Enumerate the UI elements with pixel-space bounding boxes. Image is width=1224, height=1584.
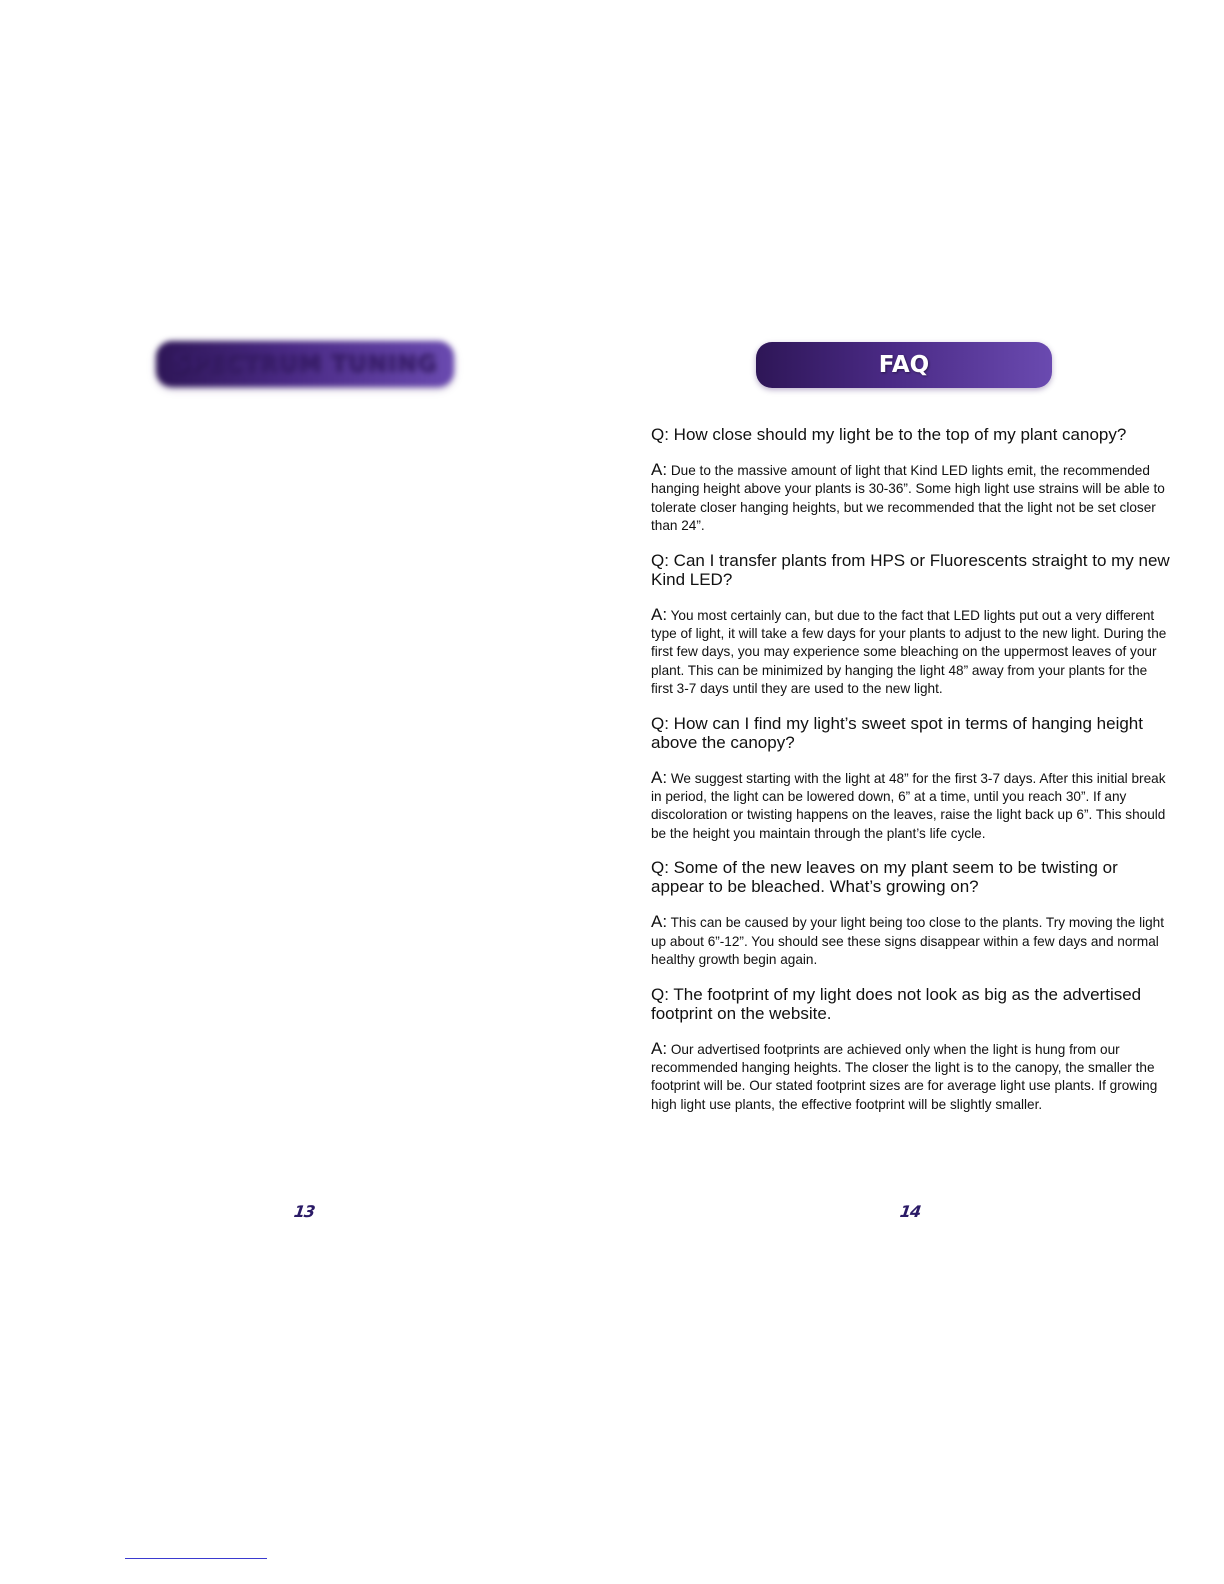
faq-answer-text: Our advertised footprints are achieved only when the light is hung from our recommended hanging heights. The closer the light is to the canopy, the smaller the footprint will be. Our stated footprint sizes are for average light use plants. If growing high light use plants, the effective footprint will be slightly smaller. — [651, 1041, 1158, 1112]
faq-list — [651, 425, 1171, 1129]
faq-item — [651, 858, 1171, 969]
faq-answer — [651, 606, 1171, 699]
faq-question: Q: Can I transfer plants from HPS or Fluorescents straight to my new Kind LED? — [651, 550, 1170, 589]
faq-answer — [651, 913, 1171, 969]
faq-answer — [651, 1040, 1171, 1115]
faq-answer-text: Due to the massive amount of light that Kind LED lights emit, the recommended hanging height above your plants is 30-36”. Some high light use strains will be able to tolerate closer hanging heights, but we recommended that the light not be set closer than 24”. — [651, 463, 1165, 534]
faq-answer-text: We suggest starting with the light at 48” for the first 3-7 days. After this initial break in period, the light can be lowered down, 6” at a time, until you reach 30”. If any discoloration or twisting happens on the leaves, raise the light back up 6”. This should be the height you maintain through the plant’s life cycle. — [651, 770, 1166, 841]
faq-answer — [651, 769, 1171, 844]
page-number-right: 14 — [898, 1202, 922, 1221]
footer-rule — [125, 1558, 267, 1559]
faq-question: Q: Some of the new leaves on my plant seem to be twisting or appear to be bleached. What’s growing on? — [651, 858, 1118, 897]
answer-prefix: A: — [651, 912, 668, 932]
faq-item — [651, 551, 1171, 699]
faq-answer-text: This can be caused by your light being too close to the plants. Try moving the light up about 6”-12”. You should see these signs disappear within a few days and normal healthy growth begin again. — [651, 915, 1165, 968]
faq-banner — [756, 342, 1052, 388]
faq-question: Q: The footprint of my light does not look as big as the advertised footprint on the website. — [651, 984, 1142, 1023]
banner-title: SPECTRUM TUNING — [172, 351, 438, 377]
banner-title: FAQ — [878, 352, 930, 378]
faq-question: Q: How close should my light be to the top of my plant canopy? — [651, 425, 1127, 444]
faq-item — [651, 714, 1171, 844]
answer-prefix: A: — [651, 460, 668, 479]
answer-prefix: A: — [651, 767, 668, 787]
faq-item — [651, 985, 1171, 1115]
answer-prefix: A: — [651, 604, 668, 624]
faq-answer — [651, 461, 1171, 536]
answer-prefix: A: — [651, 1038, 668, 1058]
faq-item — [651, 425, 1171, 536]
faq-answer-text: You most certainly can, but due to the fact that LED lights put out a very different type of light, it will take a few days for your plants to adjust to the new light. During the first few days, you may experience some bleaching on the uppermost leaves of your plant. This can be minimized by hanging the light 48” away from your plants for the first 3-7 days until they are used to the new light. — [651, 607, 1167, 697]
faq-question: Q: How can I find my light’s sweet spot in terms of hanging height above the canopy? — [651, 713, 1143, 752]
spectrum-tuning-banner — [156, 341, 454, 387]
page-number-left: 13 — [292, 1202, 316, 1221]
